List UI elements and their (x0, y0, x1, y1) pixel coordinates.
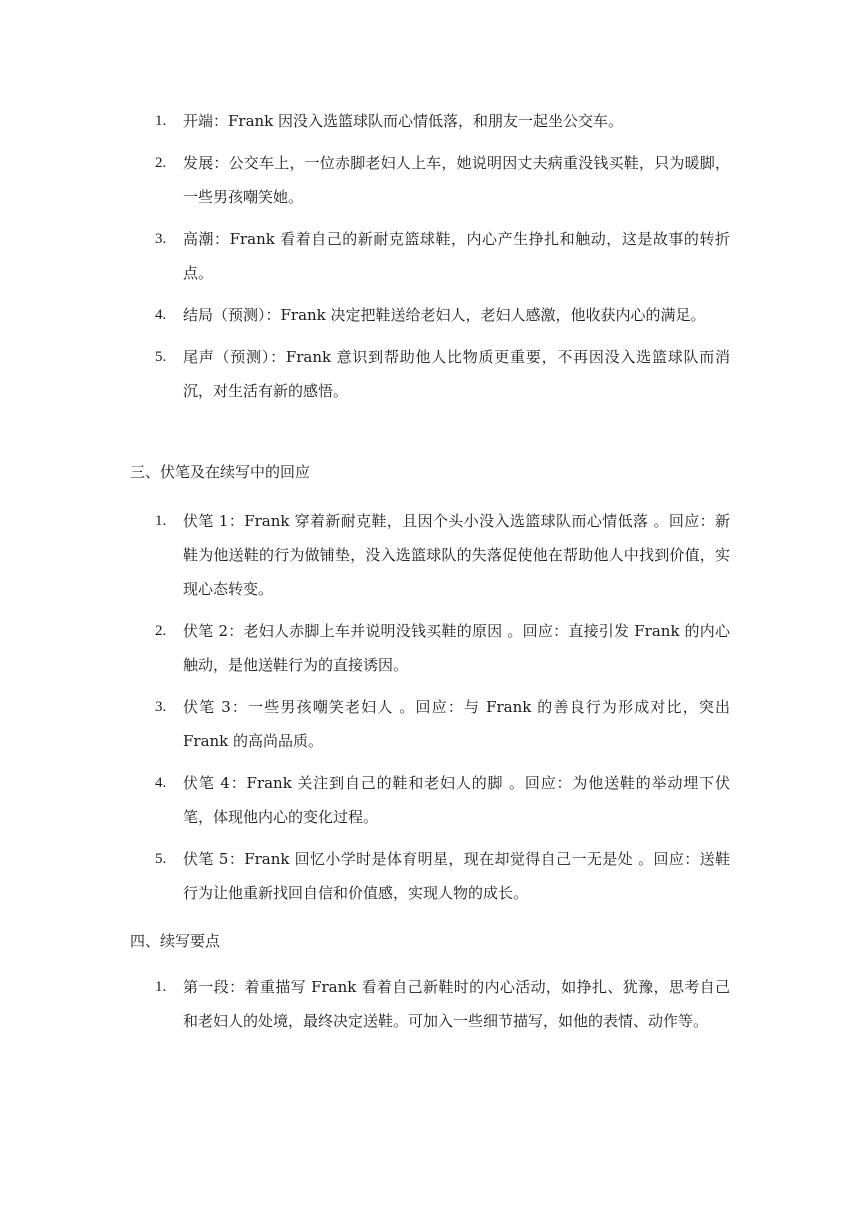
list-number: 5. (155, 851, 167, 867)
foreshadowing-list (155, 504, 730, 910)
list-number: 4. (155, 307, 167, 323)
section-heading-foreshadowing: 三、伏笔及在续写中的回应 (130, 463, 311, 481)
list-item (155, 970, 730, 1038)
list-text: 结局（预测）：Frank 决定把鞋送给老妇人，老妇人感激，他收获内心的满足。 (183, 306, 706, 324)
writing-points-list (155, 970, 730, 1038)
list-item (155, 504, 730, 606)
list-number: 2. (155, 623, 167, 639)
section-heading-writing-points: 四、续写要点 (130, 932, 221, 950)
list-text: 伏笔 5：Frank 回忆小学时是体育明星，现在却觉得自己一无是处 。回应：送鞋行为让他重新找回自信和价值感，实现人物的成长。 (183, 850, 730, 902)
list-text: 伏笔 2：老妇人赤脚上车并说明没钱买鞋的原因 。回应：直接引发 Frank 的内心触动，是他送鞋行为的直接诱因。 (183, 622, 730, 674)
list-item (155, 842, 730, 910)
list-number: 1. (155, 513, 167, 529)
list-number: 1. (155, 113, 167, 129)
list-item (155, 690, 730, 758)
list-item (155, 614, 730, 682)
list-item (155, 146, 730, 214)
list-text: 伏笔 3：一些男孩嘲笑老妇人 。回应：与 Frank 的善良行为形成对比，突出 Frank 的高尚品质。 (183, 698, 730, 750)
list-number: 2. (155, 155, 167, 171)
list-text: 高潮：Frank 看着自己的新耐克篮球鞋，内心产生挣扎和触动，这是故事的转折点。 (183, 230, 730, 282)
list-text: 尾声（预测）：Frank 意识到帮助他人比物质更重要，不再因没入选篮球队而消沉，对生活有新的感悟。 (183, 348, 730, 400)
list-item (155, 340, 730, 408)
list-text: 第一段：着重描写 Frank 看着自己新鞋时的内心活动，如挣扎、犹豫，思考自己和老妇人的处境，最终决定送鞋。可加入一些细节描写，如他的表情、动作等。 (183, 978, 730, 1030)
list-item (155, 222, 730, 290)
list-number: 3. (155, 231, 167, 247)
list-item (155, 104, 730, 138)
list-text: 伏笔 4：Frank 关注到自己的鞋和老妇人的脚 。回应：为他送鞋的举动埋下伏笔，体现他内心的变化过程。 (183, 774, 730, 826)
list-number: 5. (155, 349, 167, 365)
list-item (155, 766, 730, 834)
list-text: 伏笔 1：Frank 穿着新耐克鞋，且因个头小没入选篮球队而心情低落 。回应：新鞋为他送鞋的行为做铺垫，没入选篮球队的失落促使他在帮助他人中找到价值，实现心态转变。 (183, 512, 730, 598)
plot-stages-list (155, 104, 730, 408)
list-text: 发展：公交车上，一位赤脚老妇人上车，她说明因丈夫病重没钱买鞋，只为暖脚，一些男孩嘲笑她。 (183, 154, 730, 206)
list-text: 开端：Frank 因没入选篮球队而心情低落，和朋友一起坐公交车。 (183, 112, 624, 130)
list-number: 4. (155, 775, 167, 791)
list-number: 3. (155, 699, 167, 715)
list-item (155, 298, 730, 332)
list-number: 1. (155, 979, 167, 995)
